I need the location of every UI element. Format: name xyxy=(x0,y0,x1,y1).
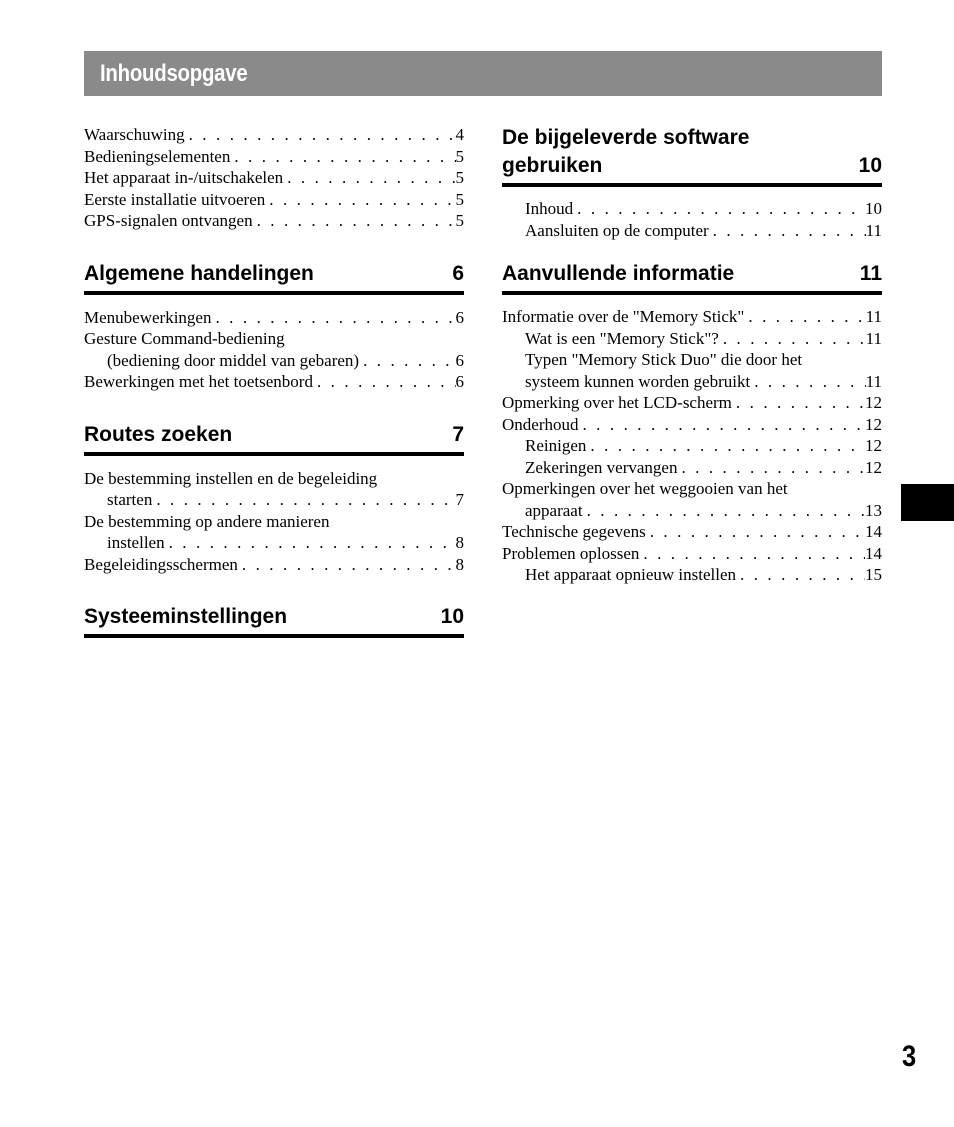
toc-entry-inhoud[interactable] xyxy=(502,198,882,220)
toc-entry-label: systeem kunnen worden gebruikt xyxy=(525,371,751,391)
toc-entry-wat-is-memory-stick[interactable] xyxy=(502,328,882,350)
toc-page-number: 12 xyxy=(865,393,882,412)
toc-entry-andere-manieren-cont[interactable] xyxy=(84,532,464,554)
leader-dots xyxy=(583,500,865,522)
leader-dots xyxy=(283,167,455,189)
section-entries xyxy=(84,307,464,393)
leader-dots xyxy=(578,414,865,436)
right-column xyxy=(502,124,882,586)
toc-entry-weggooien[interactable] xyxy=(502,478,882,500)
toc-entry-label: Bedieningselementen xyxy=(84,146,231,166)
section-heading-label: Routes zoeken xyxy=(84,422,233,446)
leader-dots xyxy=(709,220,866,242)
page-title: Inhoudsopgave xyxy=(100,59,248,87)
toc-entry-andere-manieren[interactable] xyxy=(84,511,464,533)
leader-dots xyxy=(573,198,865,220)
section-heading-algemene-handelingen[interactable] xyxy=(84,260,464,295)
toc-page-number: 11 xyxy=(865,328,882,348)
toc-page-number: 8 xyxy=(455,533,464,552)
section-heading-page: 6 xyxy=(452,261,464,285)
leader-dots xyxy=(736,564,865,586)
toc-entry-memory-stick-info[interactable] xyxy=(502,306,882,328)
toc-entry-in-uitschakelen[interactable] xyxy=(84,167,464,189)
toc-entry-lcd-scherm[interactable] xyxy=(502,392,882,414)
leader-dots xyxy=(677,457,865,479)
section-heading-label-line1: De bijgeleverde software xyxy=(502,126,750,149)
toc-entry-begeleidingsschermen[interactable] xyxy=(84,554,464,576)
toc-entry-typen-memory-stick-duo[interactable] xyxy=(502,349,882,371)
leader-dots xyxy=(359,350,455,372)
toc-entry-problemen-oplossen[interactable] xyxy=(502,543,882,565)
toc-page-number: 12 xyxy=(865,436,882,455)
toc-entry-label: Opmerkingen over het weggooien van het xyxy=(502,479,788,498)
toc-entry-label: Het apparaat in-/uitschakelen xyxy=(84,168,284,187)
toc-entry-label: (bediening door middel van gebaren) xyxy=(107,350,360,370)
toc-entry-label: Technische gegevens xyxy=(502,522,646,541)
toc-page-number: 14 xyxy=(865,543,882,563)
toc-entry-waarschuwing[interactable] xyxy=(84,124,464,146)
leader-dots xyxy=(230,146,455,168)
toc-entry-menubewerkingen[interactable] xyxy=(84,307,464,329)
toc-entry-label: starten xyxy=(107,490,153,509)
left-column xyxy=(84,124,464,650)
toc-entry-weggooien-cont[interactable] xyxy=(502,500,882,522)
section-entries xyxy=(502,306,882,586)
title-bar xyxy=(84,51,882,96)
toc-entry-label: instellen xyxy=(107,533,165,552)
leader-dots xyxy=(185,124,456,146)
toc-entry-label: Bewerkingen met het toetsenbord xyxy=(84,372,313,391)
toc-entry-label: GPS-signalen ontvangen xyxy=(84,211,253,230)
toc-entry-gps-signalen[interactable] xyxy=(84,210,464,232)
toc-entry-label: Reinigen xyxy=(525,436,587,455)
toc-entry-label: Typen "Memory Stick Duo" die door het xyxy=(525,350,803,369)
toc-entry-label: Menubewerkingen xyxy=(84,307,212,327)
toc-entry-toetsenbord[interactable] xyxy=(84,371,464,393)
toc-entry-label: Opmerking over het LCD-scherm xyxy=(502,393,732,412)
toc-page-number: 5 xyxy=(455,168,464,187)
leader-dots xyxy=(238,554,456,576)
toc-page-number: 5 xyxy=(455,211,464,230)
toc-page-number: 15 xyxy=(865,565,882,584)
toc-entry-label: Informatie over de "Memory Stick" xyxy=(502,307,745,326)
toc-page-number: 14 xyxy=(865,522,882,541)
toc-entry-gesture-command-cont[interactable] xyxy=(84,350,464,372)
toc-entry-label: apparaat xyxy=(525,500,583,520)
toc-entry-label: Onderhoud xyxy=(502,414,579,434)
toc-page-number: 11 xyxy=(865,307,882,326)
leader-dots xyxy=(732,392,865,414)
section-heading-aanvullende-informatie[interactable] xyxy=(502,260,882,295)
toc-entry-label: De bestemming op andere manieren xyxy=(84,511,330,531)
leader-dots xyxy=(253,210,456,232)
toc-page-number: 10 xyxy=(865,199,882,218)
section-heading-systeeminstellingen[interactable] xyxy=(84,603,464,638)
section-heading-page: 11 xyxy=(859,262,882,285)
leader-dots xyxy=(165,532,456,554)
leader-dots xyxy=(744,306,865,328)
section-heading-routes-zoeken[interactable] xyxy=(84,421,464,456)
toc-entry-eerste-installatie[interactable] xyxy=(84,189,464,211)
leader-dots xyxy=(639,543,865,565)
toc-entry-label: Het apparaat opnieuw instellen xyxy=(525,565,737,584)
toc-entry-label: Aansluiten op de computer xyxy=(525,220,709,240)
section-heading-page: 10 xyxy=(858,154,882,177)
section-heading-page: 10 xyxy=(440,605,464,628)
toc-entry-label: De bestemming instellen en de begeleiding xyxy=(84,468,378,488)
section-heading-label-line2: gebruiken xyxy=(502,154,603,177)
toc-entry-onderhoud[interactable] xyxy=(502,414,882,436)
toc-entry-label: Problemen oplossen xyxy=(502,543,640,563)
toc-entry-typen-memory-stick-duo-cont[interactable] xyxy=(502,371,882,393)
section-heading-software-gebruiken[interactable] xyxy=(502,124,882,187)
toc-entry-bestemming-instellen-cont[interactable] xyxy=(84,489,464,511)
section-side-tab xyxy=(901,484,954,521)
toc-entry-label: Eerste installatie uitvoeren xyxy=(84,189,266,209)
leader-dots xyxy=(586,435,865,457)
toc-page-number: 5 xyxy=(455,146,464,166)
toc-page-number: 11 xyxy=(865,371,882,391)
section-heading-page: 7 xyxy=(452,422,464,446)
toc-page-number: 6 xyxy=(455,350,464,370)
section-heading-label: Aanvullende informatie xyxy=(502,262,735,285)
toc-entry-label: Zekeringen vervangen xyxy=(525,457,678,477)
toc-entry-label: Begeleidingsschermen xyxy=(84,554,238,574)
leader-dots xyxy=(719,328,866,350)
section-heading-label: Systeeminstellingen xyxy=(84,605,288,628)
toc-entry-label: Gesture Command-bediening xyxy=(84,329,285,348)
toc-entry-aansluiten-computer[interactable] xyxy=(502,220,882,242)
leader-dots xyxy=(211,307,455,329)
toc-page-number: 12 xyxy=(865,414,882,434)
toc-entry-zekeringen-vervangen[interactable] xyxy=(502,457,882,479)
toc-page-number: 6 xyxy=(455,307,464,327)
page-number: 3 xyxy=(902,1040,917,1073)
leader-dots xyxy=(152,489,455,511)
section-entries xyxy=(502,198,882,241)
toc-entry-bedieningselementen[interactable] xyxy=(84,146,464,168)
toc-entry-label: Wat is een "Memory Stick"? xyxy=(525,328,719,348)
section-entries xyxy=(84,468,464,576)
toc-page-number: 6 xyxy=(455,372,464,391)
leader-dots xyxy=(750,371,865,393)
toc-page-number: 11 xyxy=(865,220,882,240)
toc-page-number: 5 xyxy=(455,189,464,209)
toc-entry-reinigen[interactable] xyxy=(502,435,882,457)
intro-entries xyxy=(84,124,464,232)
toc-entry-opnieuw-instellen[interactable] xyxy=(502,564,882,586)
toc-page-number: 4 xyxy=(455,125,464,144)
toc-page-number: 12 xyxy=(865,457,882,477)
leader-dots xyxy=(646,521,865,543)
toc-page-number: 8 xyxy=(455,554,464,574)
toc-entry-label: Inhoud xyxy=(525,199,574,218)
section-heading-label: Algemene handelingen xyxy=(84,261,314,285)
leader-dots xyxy=(265,189,455,211)
toc-entry-label: Waarschuwing xyxy=(84,125,185,144)
toc-entry-gesture-command[interactable] xyxy=(84,328,464,350)
toc-page-number: 13 xyxy=(865,500,882,520)
section-heading-line2 xyxy=(502,152,882,180)
toc-page-number: 7 xyxy=(455,490,464,509)
leader-dots xyxy=(313,371,456,393)
toc-entry-technische-gegevens[interactable] xyxy=(502,521,882,543)
toc-entry-bestemming-instellen[interactable] xyxy=(84,468,464,490)
